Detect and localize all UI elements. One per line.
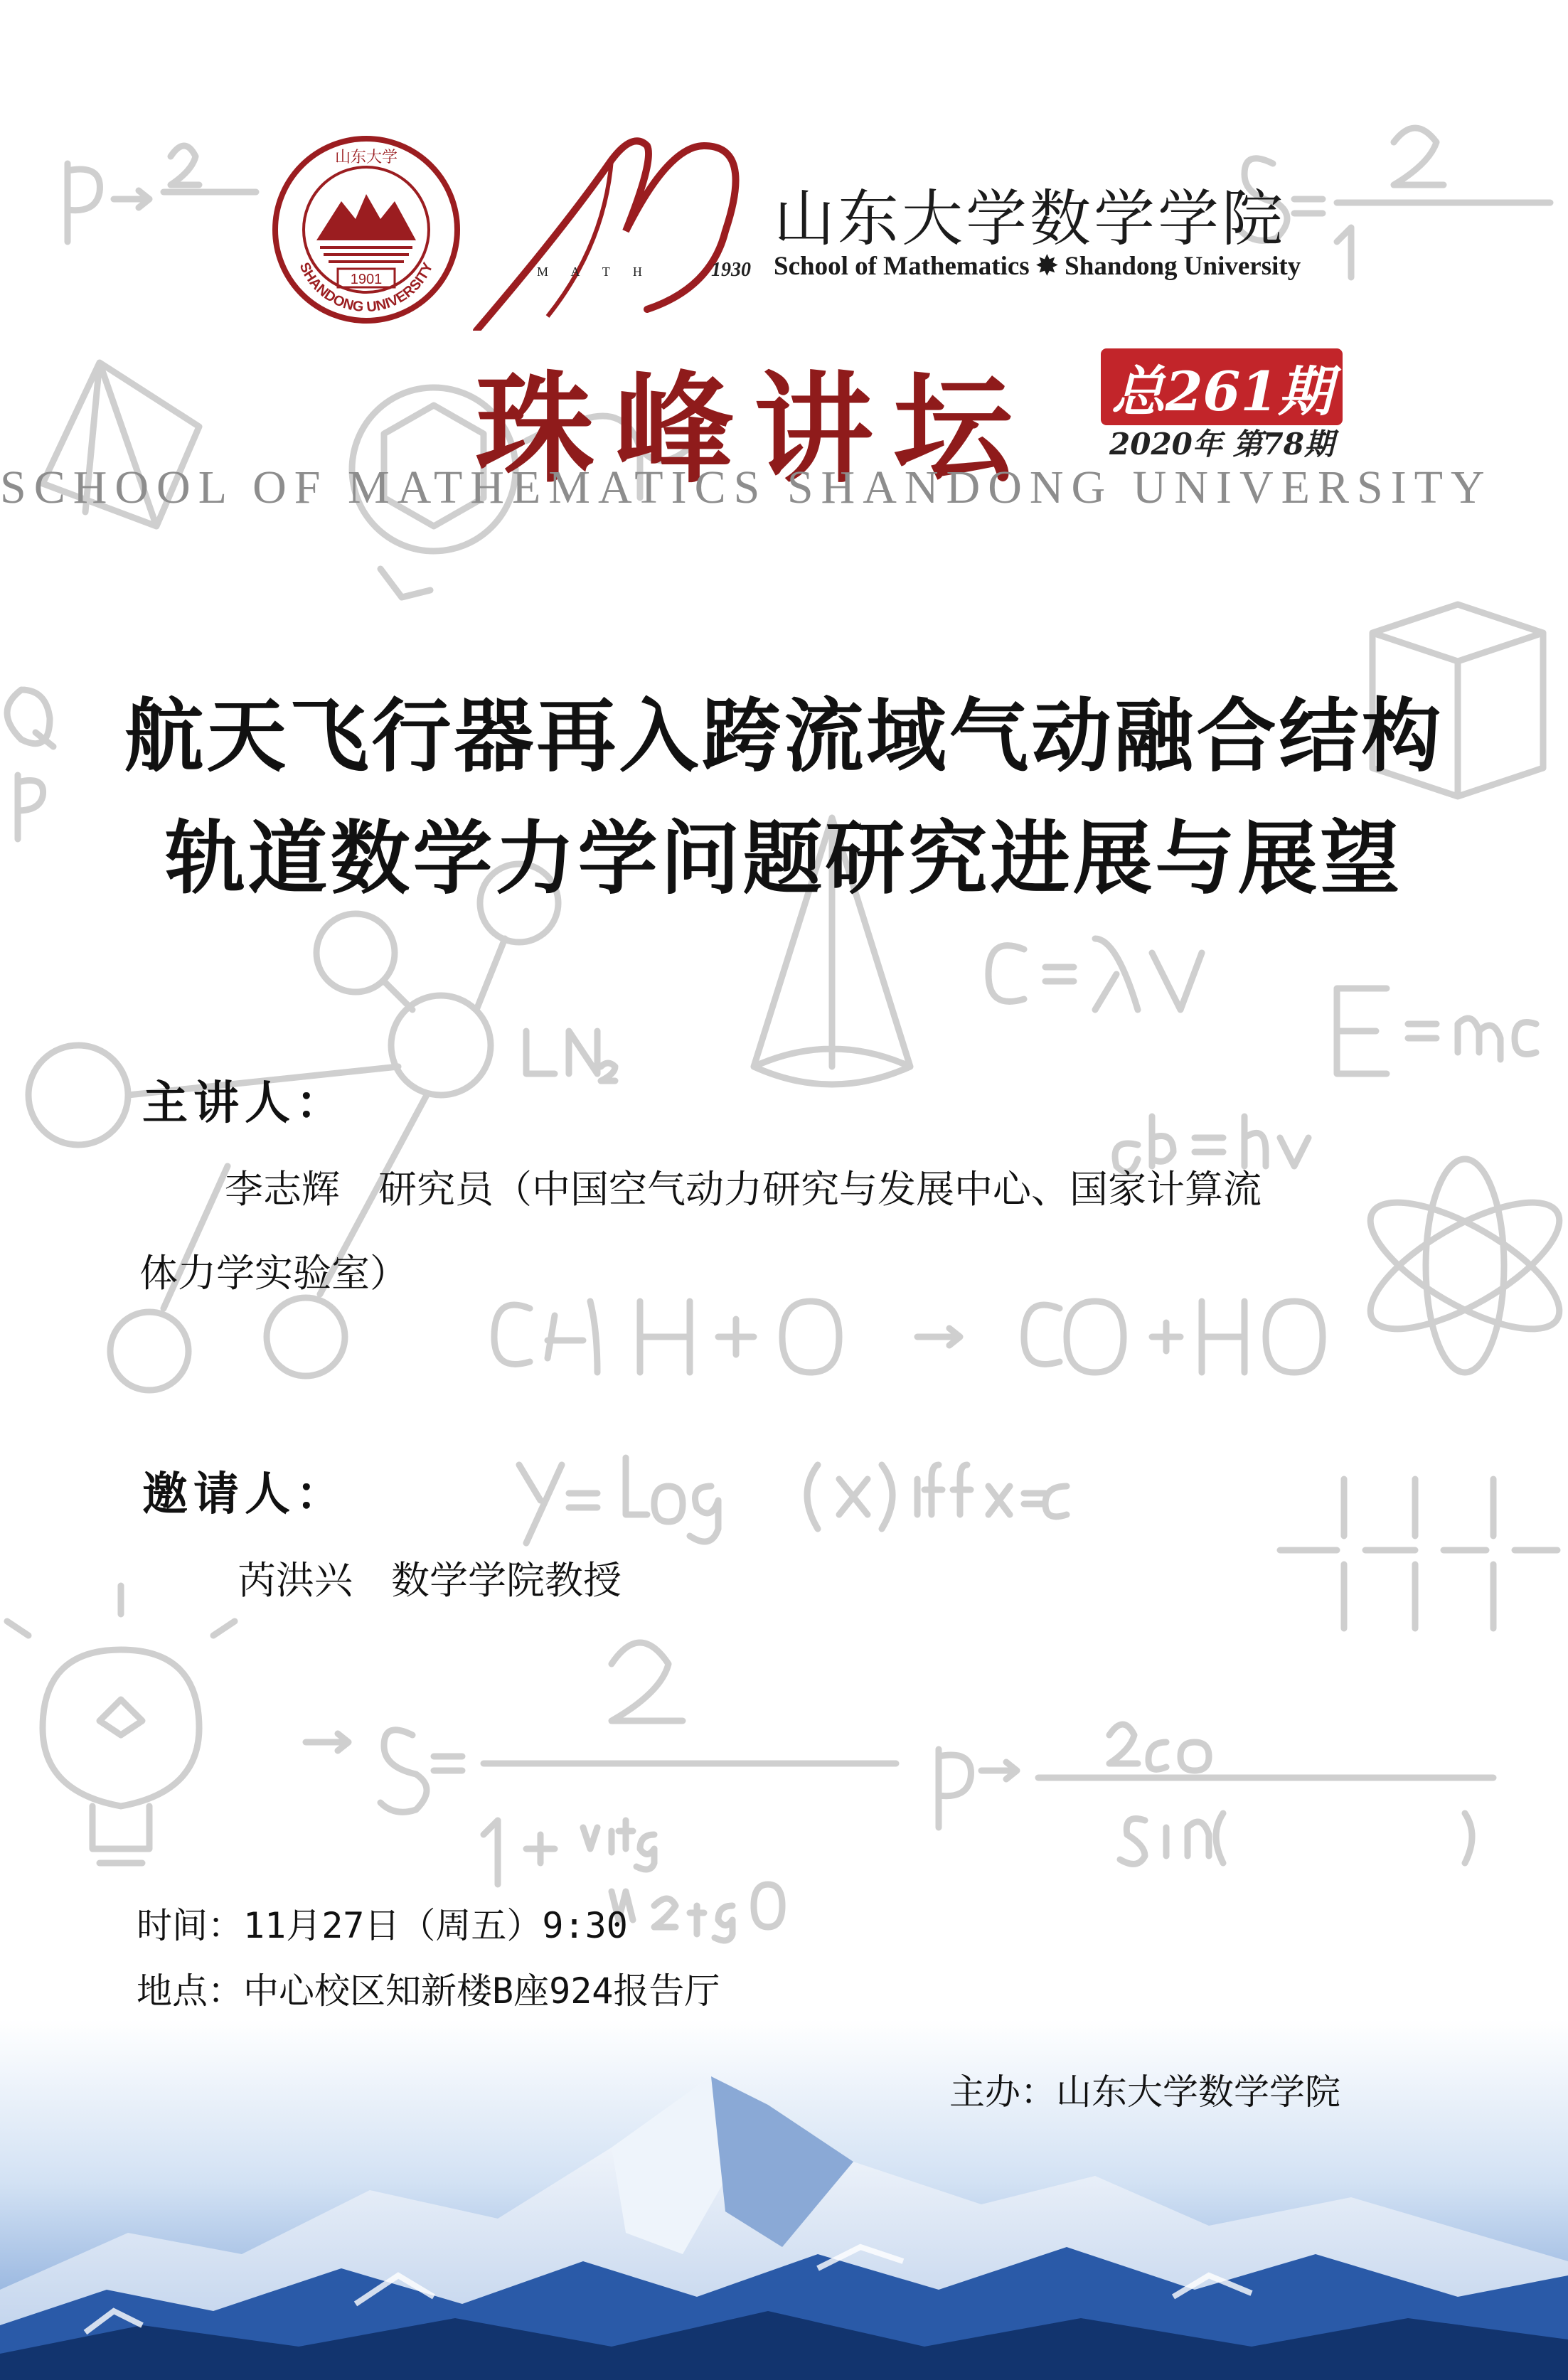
math-logo-word: M A T H (537, 265, 652, 279)
inviter-label: 邀请人： (142, 1468, 347, 1521)
shandong-university-seal (270, 134, 462, 326)
talk-title-line1: 航天飞行器再入跨流域气动融合结构 (124, 690, 1444, 783)
school-watermark: SCHOOL OF MATHEMATICS SHANDONG UNIVERSITY (0, 461, 1493, 513)
issue-total-badge: 总261期 (1101, 348, 1343, 425)
school-name-en: School of Mathematics ✸ Shandong University (774, 252, 1301, 281)
seal-ring-text: SHANDONG UNIVERSITY (296, 260, 437, 316)
speaker-label: 主讲人： (142, 1077, 347, 1130)
math-logo (469, 124, 768, 331)
seal-year: 1901 (350, 272, 383, 287)
inviter-line1: 芮洪兴 数学学院教授 (238, 1558, 622, 1603)
issue-year: 2020年 第78期 (1109, 427, 1334, 461)
speaker-line1: 李志辉 研究员（中国空气动力研究与发展中心、国家计算流 (225, 1167, 1262, 1212)
seal-top-text: 山东大学 (334, 149, 398, 166)
talk-title-line2: 轨道数学力学问题研究进展与展望 (165, 813, 1403, 905)
speaker-line2: 体力学实验室） (139, 1251, 408, 1296)
forum-title: 珠峰讲坛 (475, 358, 1033, 499)
school-name-cn: 山东大学数学学院 (774, 183, 1286, 255)
talk-place: 地点：中心校区知新楼B座924报告厅 (137, 1970, 720, 2012)
math-logo-year: 1930 (711, 259, 751, 281)
host-organizer: 主办：山东大学数学学院 (949, 2071, 1340, 2113)
talk-time: 时间：11月27日（周五）9:30 (137, 1905, 628, 1946)
